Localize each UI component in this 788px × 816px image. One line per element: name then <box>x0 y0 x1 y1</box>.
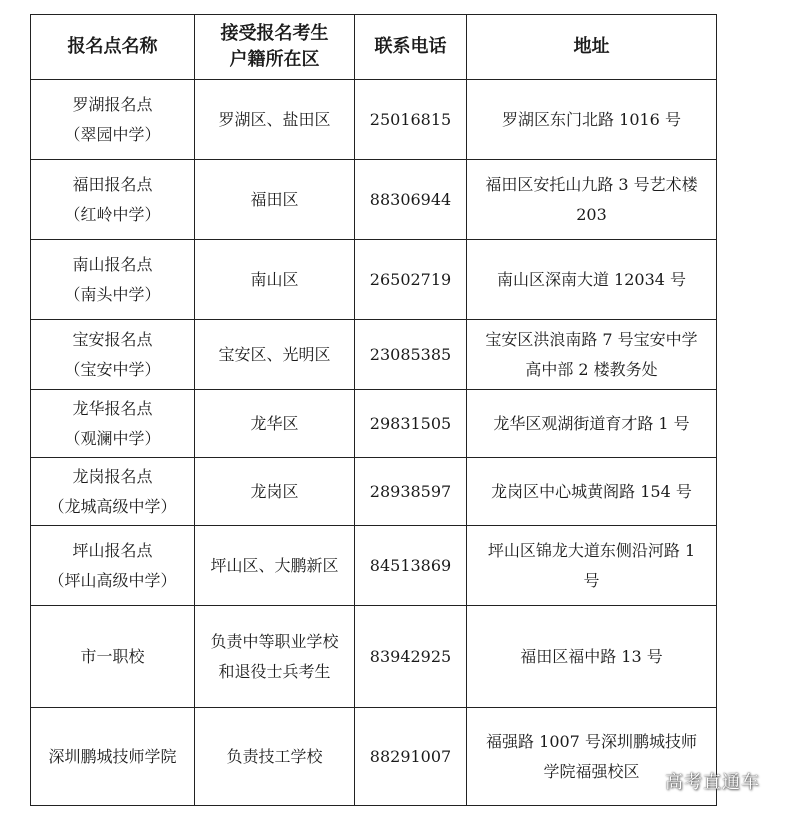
cell-district: 龙华区 <box>195 390 355 458</box>
cell-district: 负责中等职业学校 和退役士兵考生 <box>195 606 355 708</box>
cell-phone: 88291007 <box>355 708 467 806</box>
cell-district: 坪山区、大鹏新区 <box>195 526 355 606</box>
header-address: 地址 <box>467 15 717 80</box>
cell-district: 南山区 <box>195 240 355 320</box>
cell-district: 宝安区、光明区 <box>195 320 355 390</box>
cell-name: 南山报名点 （南头中学） <box>31 240 195 320</box>
cell-address: 坪山区锦龙大道东侧沿河路 1 号 <box>467 526 717 606</box>
cell-phone: 25016815 <box>355 80 467 160</box>
cell-address: 福田区安托山九路 3 号艺术楼 203 <box>467 160 717 240</box>
table-row <box>31 80 717 160</box>
cell-name: 龙岗报名点 （龙城高级中学） <box>31 458 195 526</box>
cell-name: 龙华报名点 （观澜中学） <box>31 390 195 458</box>
cell-name: 深圳鹏城技师学院 <box>31 708 195 806</box>
cell-phone: 28938597 <box>355 458 467 526</box>
cell-phone: 83942925 <box>355 606 467 708</box>
cell-name: 坪山报名点 （坪山高级中学） <box>31 526 195 606</box>
cell-name: 罗湖报名点 （翠园中学） <box>31 80 195 160</box>
cell-phone: 88306944 <box>355 160 467 240</box>
cell-district: 龙岗区 <box>195 458 355 526</box>
cell-name: 宝安报名点 （宝安中学） <box>31 320 195 390</box>
header-name: 报名点名称 <box>31 15 195 80</box>
table-row <box>31 320 717 390</box>
cell-address: 宝安区洪浪南路 7 号宝安中学 高中部 2 楼教务处 <box>467 320 717 390</box>
cell-address: 福田区福中路 13 号 <box>467 606 717 708</box>
table-row <box>31 526 717 606</box>
table-body <box>31 80 717 806</box>
cell-district: 负责技工学校 <box>195 708 355 806</box>
cell-phone: 84513869 <box>355 526 467 606</box>
table-row <box>31 458 717 526</box>
cell-district: 罗湖区、盐田区 <box>195 80 355 160</box>
cell-address: 福强路 1007 号深圳鹏城技师 学院福强校区 <box>467 708 717 806</box>
cell-name: 福田报名点 （红岭中学） <box>31 160 195 240</box>
cell-phone: 29831505 <box>355 390 467 458</box>
table-row <box>31 606 717 708</box>
cell-address: 龙华区观湖街道育才路 1 号 <box>467 390 717 458</box>
header-district: 接受报名考生 户籍所在区 <box>195 15 355 80</box>
watermark-text: 高考直通车 <box>665 772 760 793</box>
cell-address: 南山区深南大道 12034 号 <box>467 240 717 320</box>
cell-address: 龙岗区中心城黄阁路 154 号 <box>467 458 717 526</box>
header-phone: 联系电话 <box>355 15 467 80</box>
table-row <box>31 390 717 458</box>
cell-name: 市一职校 <box>31 606 195 708</box>
table-row <box>31 240 717 320</box>
cell-district: 福田区 <box>195 160 355 240</box>
table-row <box>31 708 717 806</box>
cell-phone: 26502719 <box>355 240 467 320</box>
registration-points-table <box>30 14 717 806</box>
table-row <box>31 160 717 240</box>
cell-phone: 23085385 <box>355 320 467 390</box>
table-header-row <box>31 15 717 80</box>
cell-address: 罗湖区东门北路 1016 号 <box>467 80 717 160</box>
